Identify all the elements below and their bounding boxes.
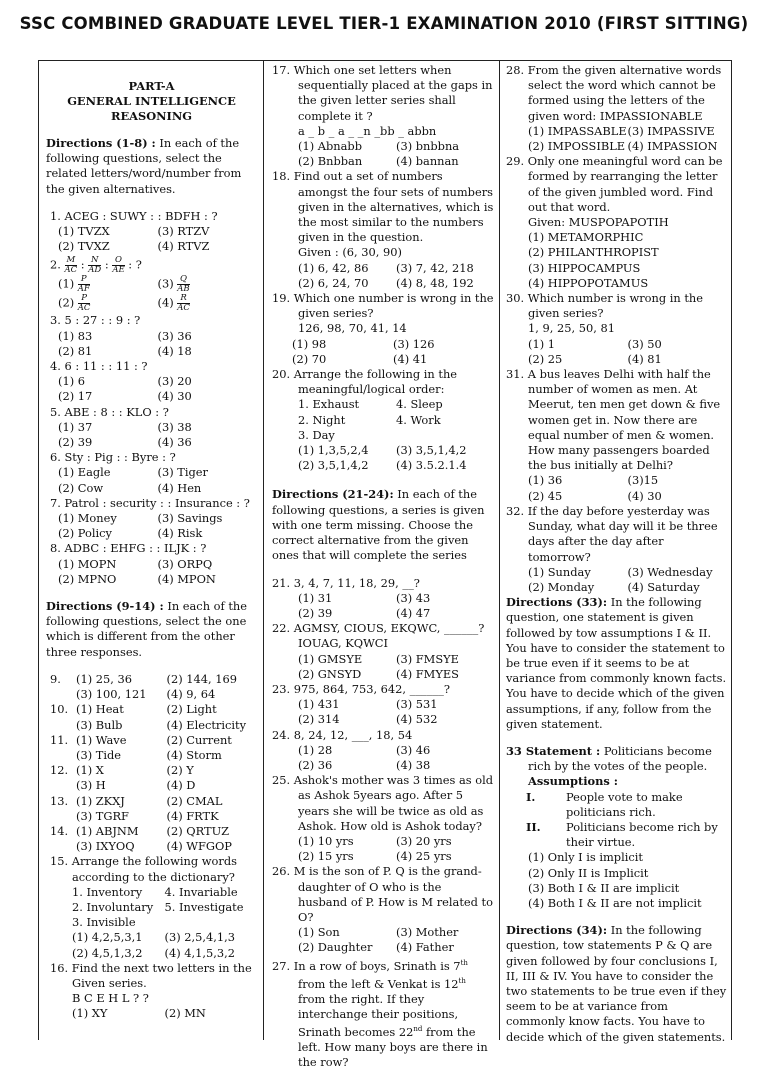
question-27: 27. In a row of boys, Srinath is 7th from the left & Venkat is 12th from the right. If they interchange their positions, Srinath becomes 22nd from the left. How many boys are there in the row? — [272, 958, 488, 1070]
question-33: 33 Statement : Politicians become rich by the votes of the people. Assumptions : I. People vote to make politicians rich. II. Politicians become rich by their virtue. (1) Only I is implicit (2) Only II is Implicit (3) Both I & II are implicit (4) Both I & II are not implicit — [506, 743, 718, 910]
question-22: 22. AGMSY, CIOUS, EKQWC, ______? IOUAG, KQWCI (1) GMSYE (3) FMSYE (2) GNSYD (4) FMYES — [272, 621, 485, 681]
question-19: 19. Which one number is wrong in the given series? 126, 98, 70, 41, 14 (1) 98 (3) 126 (2) 70 (4) 41 — [272, 291, 494, 366]
question-6: 6. Sty : Pig : : Byre : ? (1) Eagle (3) Tiger (2) Cow (4) Hen — [50, 450, 208, 495]
question-1: 1. ACEG : SUWY : : BDFH : ? (1) TVZX (3) RTZV (2) TVXZ (4) RTVZ — [50, 208, 218, 254]
question-2: 2. $\frac{M}{AC}$ : $\frac{N}{AD}$ : $\frac{O}{AE}$ : ? (1) $\frac{P}{AF}$ (3) $\frac{Q}{AB}$ (2) $\frac{P}{AC}$ (4) $\frac{R}{AC}$ — [50, 255, 190, 314]
question-25: 25. Ashok's mother was 3 times as old as Ashok 5years ago. After 5 years she will be twice as old as Ashok. How old is Ashok today? (1) 10 yrs (3) 20 yrs (2) 15 yrs (4) 25 yrs — [272, 773, 494, 864]
question-10: 10. (1) Heat (2) Light (3) Bulb (4) Electricity — [50, 702, 247, 732]
question-18: 18. Find out a set of numbers amongst the four sets of numbers given in the alternatives, which is the most similar to the numbers given in the question. Given : (6, 30, 90) (1) 6, 42, 86 (3) 7, 42, 218 (2) 6, 24, 70 (4) 8, 48, 192 — [272, 169, 494, 290]
section-title: GENERAL INTELLIGENCE — [67, 94, 236, 108]
question-26: 26. M is the son of P. Q is the grand-daughter of O who is the husband of P. How is M related to O? (1) Son (3) Mother (2) Daughter (4) Father — [272, 864, 493, 955]
directions-33: Directions (33): In the following question, one statement is given followed by tow assumptions I & II. You have to consider the statement to be true even if it seems to be at variance from commonly known facts. You have to decide which of the given assumptions, if any, follow from the given statement. — [506, 595, 727, 731]
column-3 — [500, 60, 732, 1044]
question-30: 30. Which number is wrong in the given series? 1, 9, 25, 50, 81 (1) 1 (3) 50 (2) 25 (4) 81 — [506, 291, 703, 366]
section-subtitle: REASONING — [110, 109, 192, 123]
question-9: 9. (1) 25, 36 (2) 144, 169 (3) 100, 121 (4) 9, 64 — [50, 671, 237, 702]
question-28: 28. From the given alternative words select the word which cannot be formed using the letters of the given word: IMPASSIONABLE (1) IMPASSABLE (3) IMPASSIVE (2) IMPOSSIBLE (4) IMPASSION — [506, 63, 722, 154]
question-24: 24. 8, 24, 12, ___, 18, 54 (1) 28 (3) 46 (2) 36 (4) 38 — [272, 727, 431, 772]
question-15: 15. Arrange the following words according to the dictionary? 1. Inventory 4. Invariable 2. Involuntary 5. Investigate 3. Invisible (1) 4,2,5,3,1 (3) 2,5,4,1,3 (2) 4,5,1,3,2 (4) 4,1,5,3,2 — [50, 854, 244, 960]
directions-21-24: Directions (21-24): In each of the following questions, a series is given with one term missing. Choose the correct alternative from the given ones that will complete the series — [272, 487, 485, 563]
page-title: SSC COMBINED GRADUATE LEVEL TIER-1 EXAMINATION 2010 (FIRST SITTING) — [19, 14, 749, 33]
question-17: 17. Which one set letters when sequentially placed at the gaps in the given letter series shall complete it ? a _ b _ a _ _n _bb _ abbn (1) Abnabb (3) bnbbna (2) Bnbban (4) bannan — [272, 63, 493, 169]
question-16: 16. Find the next two letters in the Given series. B C E H L ? ? (1) XY (2) MN — [50, 960, 252, 1021]
question-3: 3. 5 : 27 : : 9 : ? (1) 83 (3) 36 (2) 81 (4) 18 — [50, 313, 192, 358]
question-20: 20. Arrange the following in the meaningful/logical order: 1. Exhaust 4. Sleep 2. Night 4. Work 3. Day (1) 1,3,5,2,4 (3) 3,5,1,4,2 (2) 3,5,1,4,2 (4) 3.5.2.1.4 — [272, 367, 467, 473]
column-2 — [264, 60, 500, 1070]
question-4: 4. 6 : 11 : : 11 : ? (1) 6 (3) 20 (2) 17 (4) 30 — [50, 359, 192, 404]
question-5: 5. ABE : 8 : : KLO : ? (1) 37 (3) 38 (2) 39 (4) 36 — [50, 404, 192, 450]
question-12: 12. (1) X (2) Y (3) H (4) D — [50, 763, 196, 793]
directions-34: Directions (34): In the following question, tow statements P & Q are given followed by four conclusions I, II, III & IV. You have to consider the two statements to be true even if they seem to be at variance from commonly know facts. You have to decide which of the given statements. — [506, 923, 727, 1044]
part-heading — [46, 79, 257, 124]
part-label: PART-A — [128, 79, 175, 93]
question-14: 14. (1) ABJNM (2) QRTUZ (3) IXYOQ (4) WFGOP — [50, 823, 232, 854]
question-29: 29. Only one meaningful word can be formed by rearranging the letter of the given jumbled word. Find out that word. Given: MUSPOPAPOTIH (1) METAMORPHIC (2) PHILANTHROPIST (3) HIPPOCAMPUS (4) HIPPOPOTAMUS — [506, 154, 723, 290]
question-21: 21. 3, 4, 7, 11, 18, 29, __? (1) 31 (3) 43 (2) 39 (4) 47 — [272, 575, 431, 620]
question-32: 32. If the day before yesterday was Sunday, what day will it be three days after the day after tomorrow? (1) Sunday (3) Wednesday (2) Monday (4) Saturday — [506, 503, 718, 594]
question-8: 8. ADBC : EHFG : : ILJK : ? (1) MOPN (3) ORPQ (2) MPNO (4) MPON — [50, 541, 216, 586]
question-13: 13. (1) ZKXJ (2) CMAL (3) TGRF (4) FRTK — [50, 793, 223, 823]
question-11: 11. (1) Wave (2) Current (3) Tide (4) Storm — [50, 732, 232, 762]
directions-9-14: Directions (9-14) : In each of the following questions, select the one which is different from the other three responses. — [46, 599, 247, 659]
directions-1-8: Directions (1-8) : In each of the following questions, select the related letters/word/number from the given alternatives. — [46, 136, 242, 196]
question-31: 31. A bus leaves Delhi with half the number of women as men. At Meerut, ten men get down & five women get in. Now there are equal number of men & women. How many passengers boarded the bus initially at Delhi? (1) 36 (3)15 (2) 45 (4) 30 — [506, 367, 721, 503]
question-7: 7. Patrol : security : : Insurance : ? (1) Money (3) Savings (2) Policy (4) Risk — [50, 495, 250, 541]
question-23: 23. 975, 864, 753, 642, ______? (1) 431 (3) 531 (2) 314 (4) 532 — [272, 681, 450, 727]
column-1 — [38, 60, 264, 1040]
